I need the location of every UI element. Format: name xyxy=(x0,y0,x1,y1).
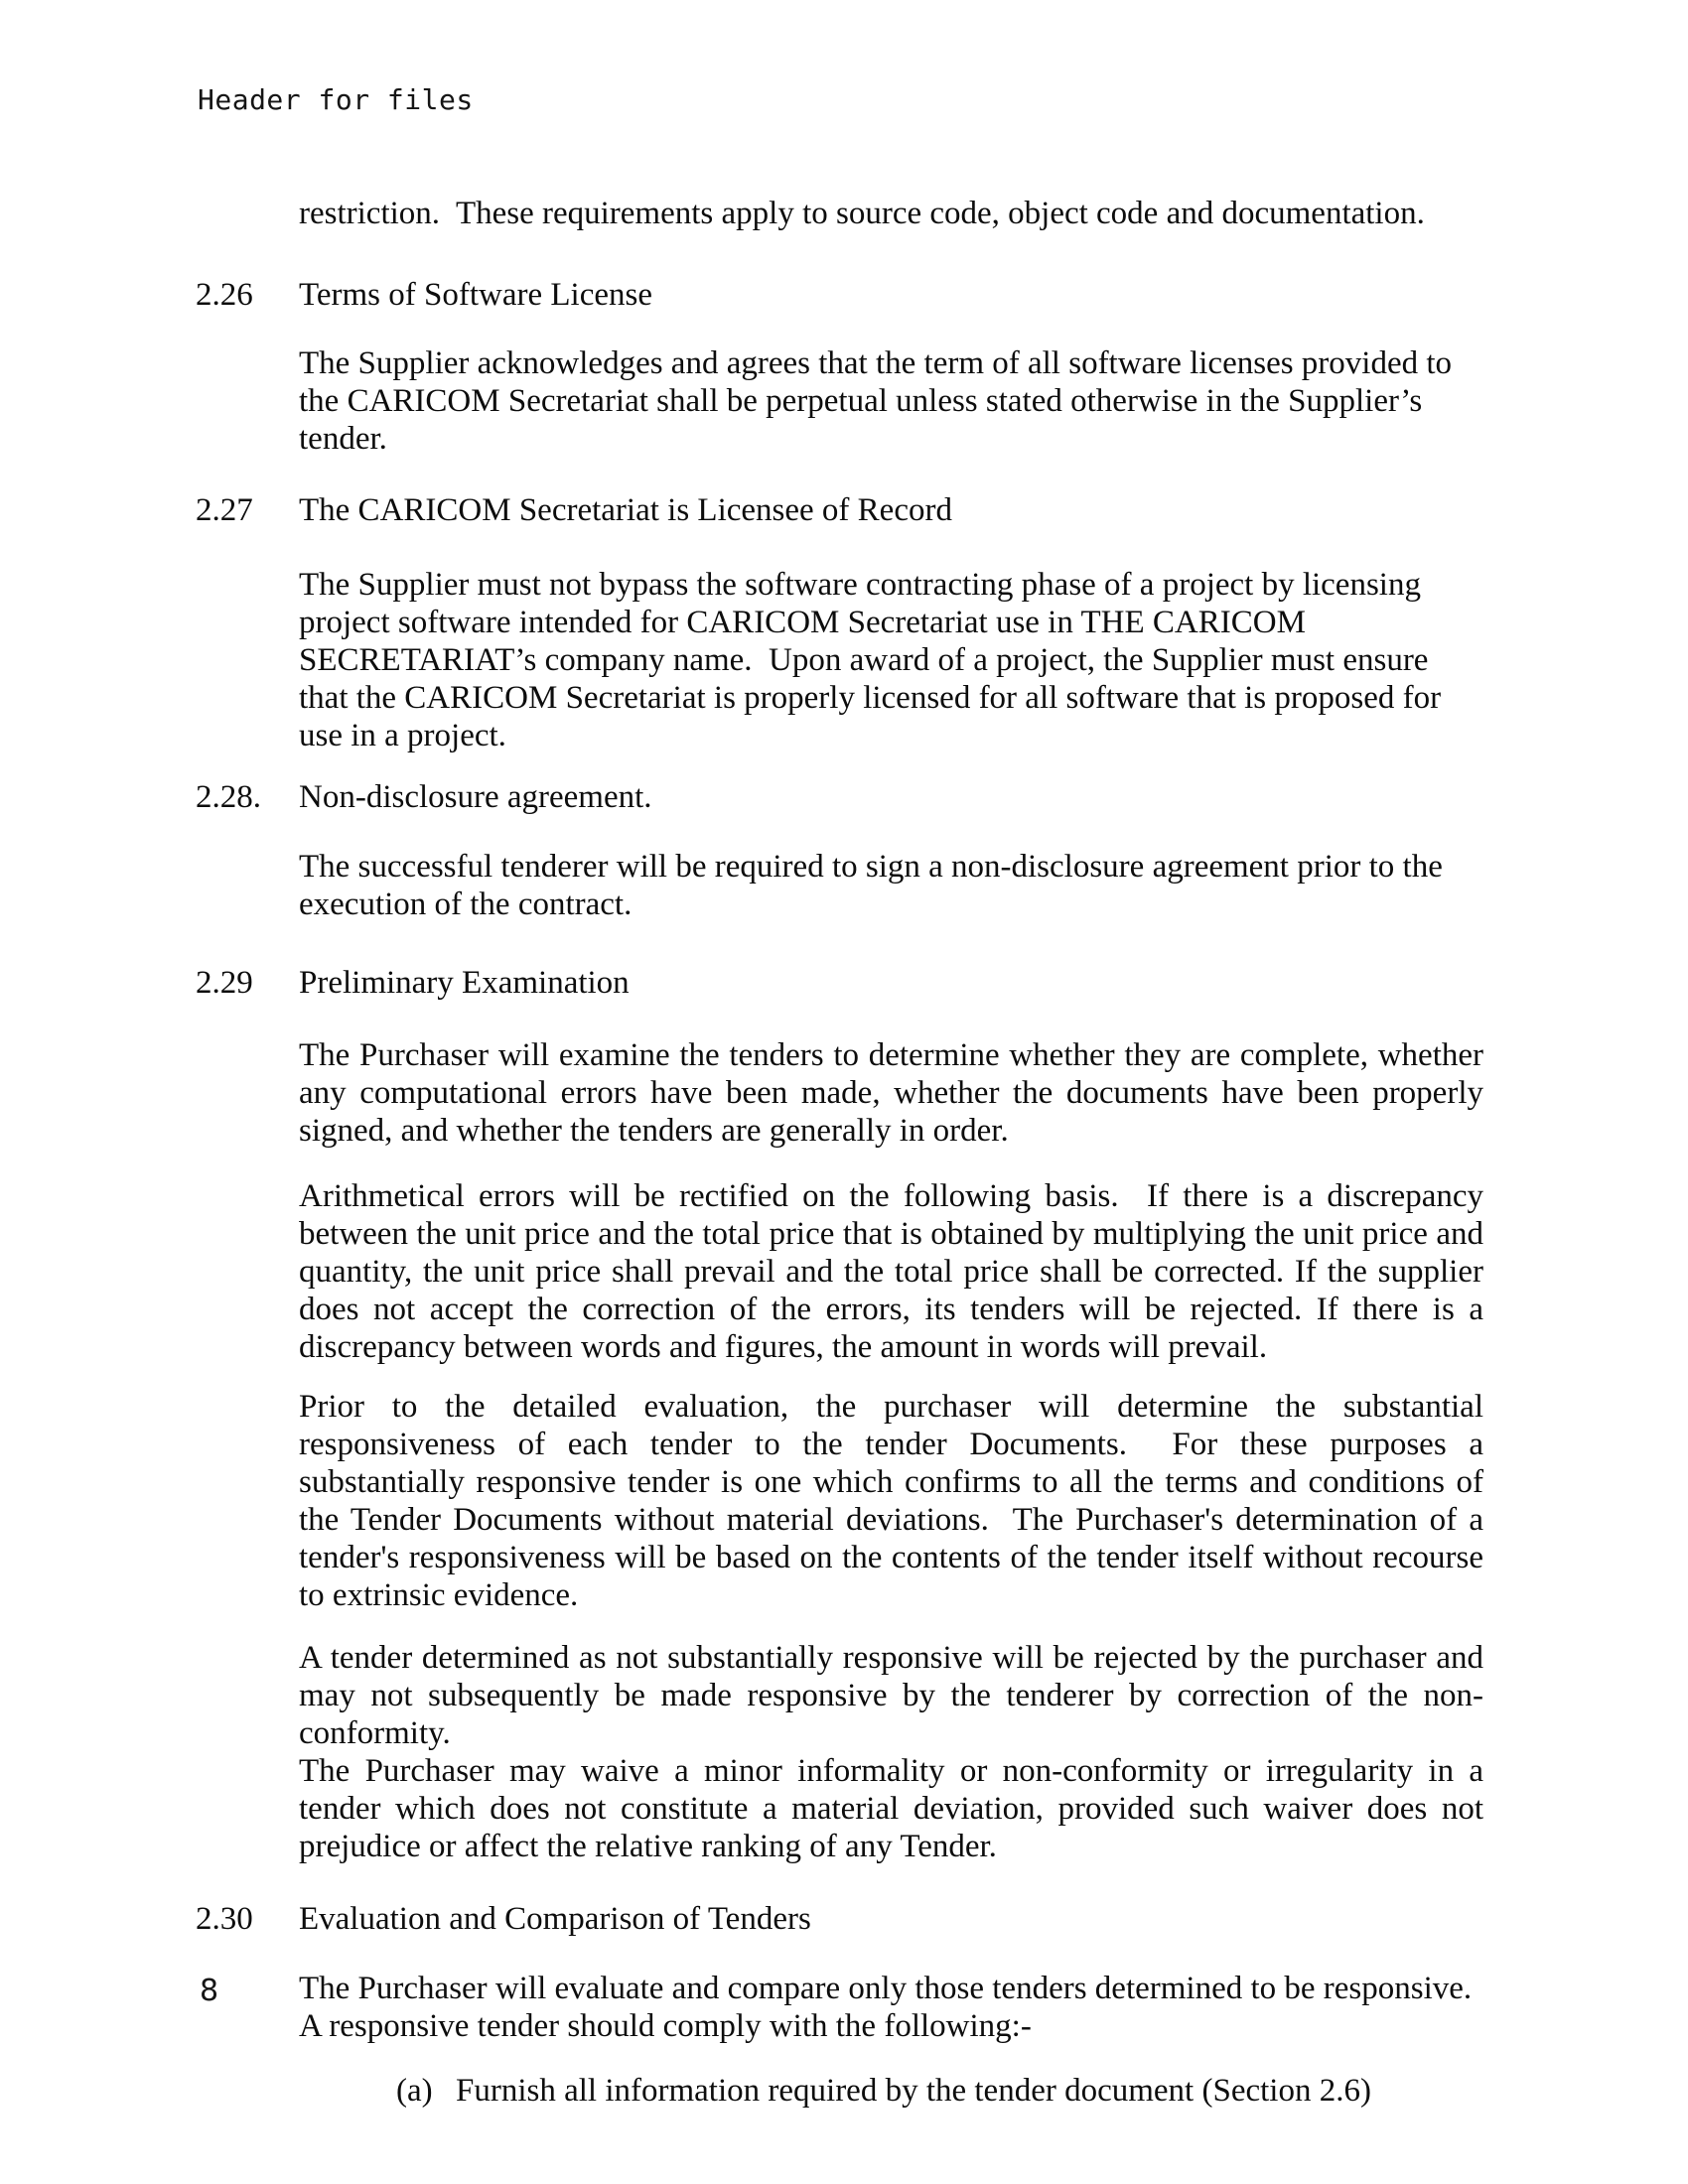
section-heading-row-2-29 xyxy=(196,964,1483,1002)
document-body xyxy=(196,195,1483,2110)
section-paragraph-row xyxy=(196,1639,1483,1865)
paragraph: The Purchaser may waive a minor informality or non-conformity or irregularity in a tender which does not constitute a material deviation, provided such waiver does not prejudice or affect the relative ranking of any Tender. xyxy=(299,1753,1483,1864)
section-heading: Terms of Software License xyxy=(299,277,652,313)
paragraph: The Purchaser will examine the tenders to determine whether they are complete, whether any computational errors have been made, whether the documents have been properly signed, and whether the tenders are generally in order. xyxy=(299,1037,1483,1149)
paragraph: The Supplier must not bypass the software contracting phase of a project by licensing project software intended for CARICOM Secretariat use in THE CARICOM SECRETARIAT’s company name. Upon award of a project, the Supplier must ensure that the CARICOM Secretariat is properly licensed for all software that is proposed for use in a project. xyxy=(299,567,1442,753)
section-heading: The CARICOM Secretariat is Licensee of Record xyxy=(299,492,952,528)
list-item-text: Furnish all information required by the tender document (Section 2.6) xyxy=(456,2073,1371,2109)
paragraph: The Supplier acknowledges and agrees that the term of all software licenses provided to the CARICOM Secretariat shall be perpetual unless stated otherwise in the Supplier’s tender. xyxy=(299,345,1453,457)
section-number: 2.26 xyxy=(196,277,253,313)
paragraph: A tender determined as not substantially responsive will be rejected by the purchaser and may not subsequently be made responsive by the tenderer by correction of the non-conformity. xyxy=(299,1640,1483,1751)
section-paragraph-row xyxy=(196,1970,1483,2045)
section-heading-row-2-30 xyxy=(196,1900,1483,1938)
paragraph: The successful tenderer will be required to sign a non-disclosure agreement prior to the execution of the contract. xyxy=(299,849,1443,922)
section-number: 2.28. xyxy=(196,779,261,815)
section-heading-row-2-26 xyxy=(196,276,1483,314)
section-paragraph-row xyxy=(196,848,1483,923)
section-paragraph-row xyxy=(196,566,1483,754)
page-number: 8 xyxy=(200,1974,219,2008)
section-list-row xyxy=(196,2072,1483,2110)
continuation-paragraph-row xyxy=(196,195,1483,232)
list-item-marker: (a) xyxy=(396,2073,433,2109)
section-number: 2.27 xyxy=(196,492,253,528)
paragraph: Prior to the detailed evaluation, the purchaser will determine the substantial responsiveness of each tender to the tender Documents. For these purposes a substantially responsive tender is one which confirms to all the terms and conditions of the Tender Documents without material deviations. The Purchaser's determination of a tender's responsiveness will be based on the contents of the tender itself without recourse to extrinsic evidence. xyxy=(299,1389,1483,1613)
paragraph-group xyxy=(299,1970,1483,2045)
section-paragraph-row xyxy=(196,1036,1483,1150)
list-item xyxy=(396,2072,1483,2110)
section-paragraph-row xyxy=(196,1388,1483,1614)
section-number: 2.29 xyxy=(196,965,253,1001)
section-heading-row-2-28 xyxy=(196,778,1483,816)
section-number: 2.30 xyxy=(196,1901,253,1937)
continuation-paragraph: restriction. These requirements apply to source code, object code and documentation. xyxy=(299,196,1425,231)
paragraph: A responsive tender should comply with the following:- xyxy=(299,2008,1032,2044)
page-header-text: Header for files xyxy=(198,83,474,116)
section-heading: Non-disclosure agreement. xyxy=(299,779,652,815)
section-heading-row-2-27 xyxy=(196,491,1483,529)
paragraph: Arithmetical errors will be rectified on the following basis. If there is a discrepancy between the unit price and the total price that is obtained by multiplying the unit price and quantity, the unit price shall prevail and the total price shall be corrected. If the supplier does not accept the correction of the errors, its tenders will be rejected. If there is a discrepancy between words and figures, the amount in words will prevail. xyxy=(299,1178,1483,1365)
section-heading: Preliminary Examination xyxy=(299,965,630,1001)
section-heading: Evaluation and Comparison of Tenders xyxy=(299,1901,811,1937)
section-paragraph-row xyxy=(196,344,1483,458)
paragraph: The Purchaser will evaluate and compare only those tenders determined to be responsive. xyxy=(299,1971,1473,2006)
section-paragraph-row xyxy=(196,1177,1483,1366)
paragraph-group xyxy=(299,1639,1483,1865)
